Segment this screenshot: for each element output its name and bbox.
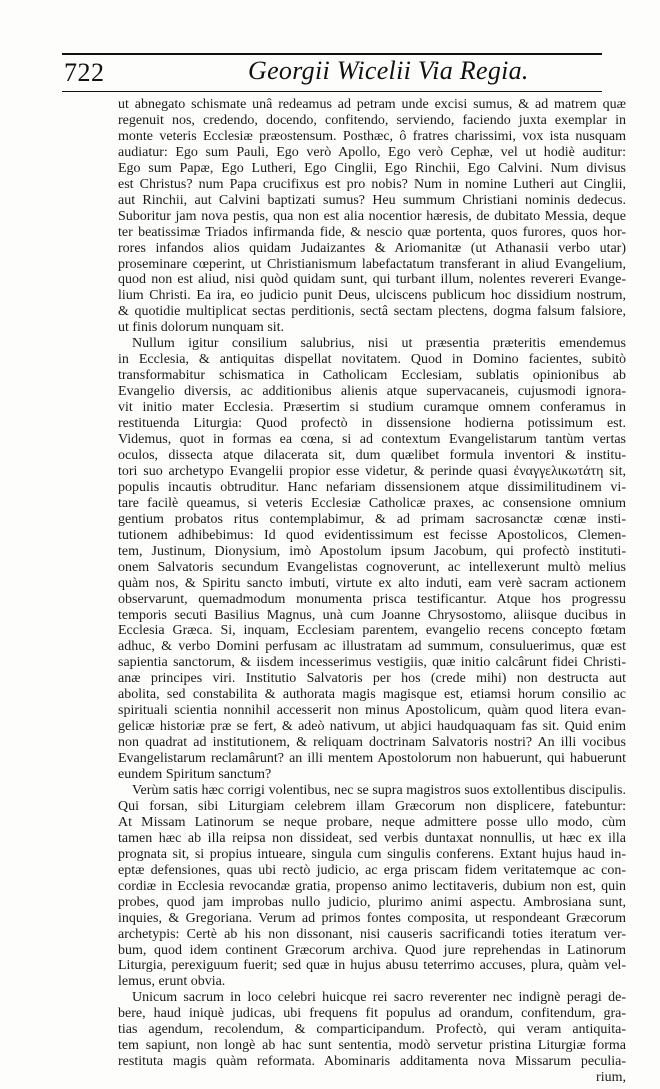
text-line: eptæ defensiones, quas ubi rectò judicio, ac erga priscam fidem veritatemque ac con- xyxy=(118,862,626,878)
text-line: & quotidie multiplicat sectas perditionis, sectâ sectam plectens, dogma falsum falsiore, xyxy=(118,304,626,320)
header-rule-top xyxy=(62,53,602,55)
text-line: observarunt, quemadmodum monumenta prisca testificantur. Atque hos progressu xyxy=(118,591,626,607)
text-line: At Missam Latinorum se neque probare, neque admittere posse ullo modo, cùm xyxy=(118,814,626,830)
text-line: quod non est aliud, nisi quòd quidam sunt, qui turbant illum, nolentes revereri Evange- xyxy=(118,272,626,288)
text-line: Ecclesia Græca. Si, inquam, Ecclesiam parentem, evangelio recens concepto fœtam xyxy=(118,623,626,639)
text-line: lemus, erunt obvia. xyxy=(118,974,226,990)
running-title: Georgii Wicelii Via Regia. xyxy=(248,56,529,85)
text-line: Videmus, quot in formas ea cœna, si ad contextum Evangelistarum tantùm vertas xyxy=(118,432,626,448)
text-line: tori suo archetypo Evangelii propior esse videtur, & perinde quasi ἐναγγελικωτάτη sit, xyxy=(118,463,626,479)
text-line: populis incautis obtruditur. Hanc nefariam dissensionem atque dissimilitudinem vi- xyxy=(118,479,626,495)
text-line: monte veteris Ecclesiæ præostensum. Posthæc, ô fratres charissimi, vox ista nusquam xyxy=(118,128,626,144)
text-line: tare facilè queamus, si veteris Ecclesiæ Catholicæ praxes, ac consensione omnium xyxy=(118,495,626,511)
text-line: lium Christi. Ea ira, eo judicio punit Deus, ulciscens publicum hoc dissidium nostrum, xyxy=(118,288,626,304)
text-line: Evangelistarum reclamârunt? an illi mentem Apostolorum non habuerunt, qui habuerunt xyxy=(118,751,626,767)
text-line: tutionem adhibebimus: Id quod evidentissimum est fecisse Apostolicos, Clemen- xyxy=(118,527,626,543)
text-line: bum, quod idem continent Græcorum archiva. Quod jure reprehendas in Latinorum xyxy=(118,942,626,958)
text-line: non quadrat ad institutionem, & reliquam doctrinam Salvatoris nostri? An illi vocibus xyxy=(118,735,626,751)
text-line: proseminare cœperint, ut Christianismum labefactatum transferant in aliud Evangelium, xyxy=(118,256,626,272)
text-line: Ego sum Papæ, Ego Lutheri, Ego Cinglii, Ego Rinchii, Ego Calvini. Num divisus xyxy=(118,160,626,176)
text-line: probes, quod jam improbas nullo judicio, plurimo animi aspectu. Ambrosiana sunt, xyxy=(118,894,626,910)
text-line: transformabitur schismatica in Catholicam Ecclesiam, sublatis opinionibus ab xyxy=(118,368,626,384)
text-line: bere, haud iniquè judicas, ubi frequens fit populus ad orandum, confitendum, gra- xyxy=(118,1006,626,1022)
text-line: gentium probatos ritus contemplabimur, & ad primam sacrosanctæ cœnæ insti- xyxy=(118,511,626,527)
text-line: archetypis: Certè ab his non dissonant, nisi causeris sacrificandi toties iteratum ver- xyxy=(118,926,626,942)
text-line: audiatur: Ego sum Pauli, Ego verò Apollo, Ego verò Cephæ, vel ut hodiè auditur: xyxy=(118,144,626,160)
text-line: Unicum sacrum in loco celebri huicque rei sacro reverenter nec indignè peragi de- xyxy=(132,990,626,1006)
text-line: tamen hæc ab illa reipsa non dissideat, sed verbis duntaxat nonnullis, ut hæc ex illa xyxy=(118,830,626,846)
text-line: temporis secuti Basilius Magnus, unà cum Joanne Chrysostomo, aliisque ducibus in xyxy=(118,607,626,623)
text-line: regenuit nos, credendo, docendo, confitendo, serviendo, faciendo juxta exemplar in xyxy=(118,112,626,128)
text-line: eundem Spiritum sanctum? xyxy=(118,767,272,783)
text-line: Liturgia, perexiguum fuerit; sed quæ in hujus abusu teterrimo accuses, plura, quàm vel- xyxy=(118,958,626,974)
text-line: tem sapiunt, non longè ab hac sunt sententia, modò servetur pristina Liturgiæ forma xyxy=(118,1038,626,1054)
text-line: Qui forsan, sibi Liturgiam celebrem illam Græcorum non displicere, fatebuntur: xyxy=(118,798,626,814)
text-line: inquies, & Gregoriana. Verum ad primos fontes composita, ut respondeant Græcorum xyxy=(118,910,626,926)
text-line: aut Rinchii, aut Calvini baptizati sumus? Heu summum Christiani nominis dedecus. xyxy=(118,192,626,208)
text-line: sapientia sanctorum, & iisdem incesserimus vestigiis, quæ initio calcârunt fidei Christi- xyxy=(118,655,626,671)
text-line: prognata sit, si propius intueare, singula cum singulis conferens. Extant hujus haud in- xyxy=(118,846,626,862)
text-line: tias agendum, recolendum, & comparticipandum. Profectò, qui veram antiquita- xyxy=(118,1022,626,1038)
text-line: anæ principes viri. Institutio Salvatoris per hos (crede mihi) non destructa aut xyxy=(118,671,626,687)
text-line: vit initio mater Ecclesia. Præsertim si studium curamque omnem conferamus in xyxy=(118,400,626,416)
text-line: adhuc, & verbo Domini perfusam ac illustratam ad summum, consuluerimus, quæ est xyxy=(118,639,626,655)
header-rule-bottom xyxy=(62,91,602,92)
text-line: Nullum igitur consilium salubrius, nisi ut præsentia præteritis emendemus xyxy=(132,336,626,352)
text-line: restituenda Liturgia: Quod profectò in dissensione hodierna potissimum est. xyxy=(118,416,626,432)
body-text xyxy=(118,97,626,1086)
text-line: abolita, sed constabilita & authorata magis magisque est, etiamsi horum consilio ac xyxy=(118,687,626,703)
text-line: Suboritur jam nova pestis, qua non est alia nocentior hæresis, de dubitato Messia, deque xyxy=(118,208,626,224)
text-line: est Christus? num Papa crucifixus est pro nobis? Num in nomine Lutheri aut Cinglii, xyxy=(118,176,626,192)
text-line: in Ecclesia, & antiquitas dispellat novitatem. Quod in Domino facientes, subitò xyxy=(118,352,626,368)
text-line: cordiæ in Ecclesia revocandæ gratia, propenso animo lectitaveris, dubium non est, quin xyxy=(118,878,626,894)
text-line: tem, Justinum, Dionysium, imò Apostolum ipsum Jacobum, qui profectò instituti- xyxy=(118,543,626,559)
text-line: oculos, dissecta atque dilacerata sit, dum quælibet formula inventori & institu- xyxy=(118,447,626,463)
text-line: onem Salvatoris secundum Evangelistas cognoverunt, ac intellexerunt multò melius xyxy=(118,559,626,575)
text-line: ut finis dolorum nunquam sit. xyxy=(118,320,285,336)
text-line: quàm nos, & Spiritu sancto imbuti, virtute ex alto induti, eam verè sacram actionem xyxy=(118,575,626,591)
text-line: ter beatissimæ Triados infirmanda fide, & nescio quæ portenta, quos furores, quos hor- xyxy=(118,224,626,240)
text-line: ut abnegato schismate unâ redeamus ad petram unde excisi sumus, & ad matrem quæ xyxy=(118,97,626,112)
page-number: 722 xyxy=(64,58,105,87)
text-line: Verùm satis hæc corrigi volentibus, nec se supra magistros suos extollentibus discipulis. xyxy=(132,782,626,798)
text-line: Evangelio diversis, ac additionibus alienis atque supervacaneis, cujusmodi ignora- xyxy=(118,384,626,400)
text-line: rium, xyxy=(596,1070,626,1086)
text-line: spirituali scientia nonnihil accesserit non minus Apostolicum, quàm quod litera evan- xyxy=(118,703,626,719)
text-line: rores infandos alios quidam Judaizantes & Ariomanitæ (ut Athanasii verbo utar) xyxy=(118,240,626,256)
text-line: gelicæ historiæ præ se fert, & adeò nativum, ut abjici haudquaquam fas sit. Quid enim xyxy=(118,719,626,735)
text-line: restituta magis quàm reformata. Abominaris additamenta nova Missarum peculia- xyxy=(118,1054,626,1070)
